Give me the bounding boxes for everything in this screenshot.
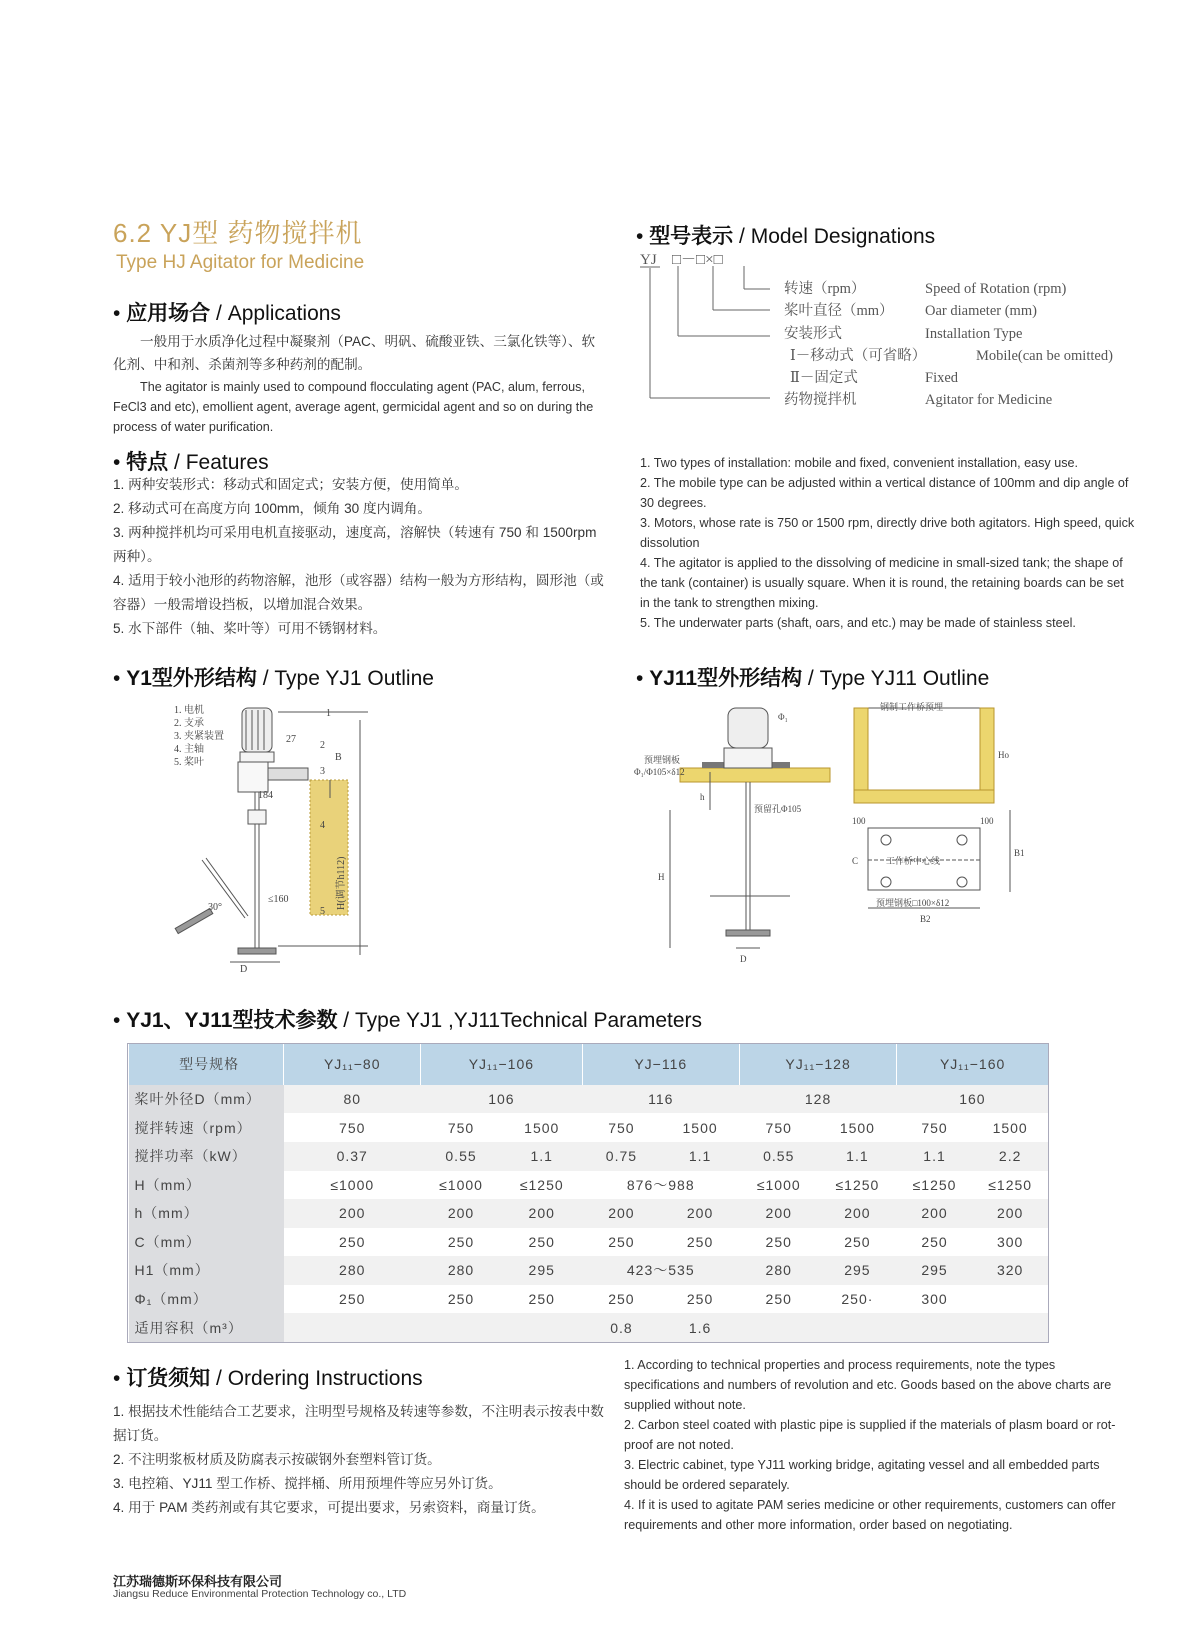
table-row bbox=[129, 1228, 1049, 1257]
table-cell: ≤1250 bbox=[912, 1176, 957, 1193]
model-row-en: Agitator for Medicine bbox=[925, 392, 1053, 408]
table-cell: 876～988 bbox=[626, 1176, 695, 1193]
yj1-part-3: 3 bbox=[320, 766, 325, 777]
table-cell: 200 bbox=[818, 1199, 897, 1228]
features-item-en: 3. Motors, whose rate is 750 or 1500 rpm, directly drive both agitators. High speed, quick dissolution bbox=[640, 516, 1135, 550]
yj11-dim-C: C bbox=[852, 856, 859, 866]
features-list-zh bbox=[113, 473, 608, 641]
footer-company-en: Jiangsu Reduce Environmental Protection Technology co., LTD bbox=[113, 1588, 407, 1600]
table-cell: 250 bbox=[765, 1233, 792, 1250]
table-cell: 116 bbox=[582, 1085, 739, 1114]
footer-company-zh: 江苏瑞德斯环保科技有限公司 bbox=[113, 1574, 283, 1589]
table-header-cell: YJ−116 bbox=[582, 1044, 739, 1085]
yj1-legend-item: 2. 支承 bbox=[174, 718, 204, 729]
table-cell: 1500 bbox=[992, 1119, 1028, 1136]
yj11-motor bbox=[728, 708, 768, 748]
table-cell: 250 bbox=[686, 1291, 714, 1308]
page-subtitle: Type HJ Agitator for Medicine bbox=[116, 252, 365, 273]
yj1-part-2: 2 bbox=[320, 740, 325, 751]
yj1-legend-item: 3. 夹紧装置 bbox=[174, 731, 224, 742]
table-cell: 200 bbox=[739, 1199, 818, 1228]
table-cell: 280 bbox=[421, 1256, 502, 1285]
table-cell: 250 bbox=[921, 1233, 948, 1250]
features-item-en: 2. The mobile type can be adjusted within a vertical distance of 100mm and dip angle of 30 degrees. bbox=[640, 476, 1129, 510]
table-cell: 750 bbox=[339, 1119, 366, 1136]
yj11-dim-B1: B1 bbox=[1014, 848, 1025, 858]
table-cell: ≤1250 bbox=[835, 1176, 880, 1193]
table-header-cell: 型号规格 bbox=[129, 1044, 284, 1085]
ordering-item-zh: 1. 根据技术性能结合工艺要求，注明型号规格及转速等参数，不注明表示按表中数据订货。 bbox=[113, 1404, 604, 1443]
yj1-dim-H: H(调节h112) bbox=[336, 856, 347, 910]
table-cell: 250 bbox=[339, 1233, 366, 1250]
yj11-dim-D: D bbox=[740, 954, 747, 964]
yj11-dim-h: h bbox=[700, 792, 705, 802]
features-item-en: 4. The agitator is applied to the dissolving of medicine in small-sized tank; the shape of the tank (container) is usually square. When it is round, the retaining boards can be set in the tank to strengthen mixing. bbox=[640, 556, 1124, 610]
table-cell: 250 bbox=[528, 1291, 555, 1308]
yj11-outline-heading: • YJ11型外形结构 / Type YJ11 Outline bbox=[636, 667, 990, 690]
table-cell: 0.75 bbox=[582, 1142, 661, 1171]
table-cell: 250 bbox=[686, 1233, 714, 1250]
table-row-label: 搅拌转速（rpm） bbox=[129, 1113, 284, 1142]
yj1-part-5: 5 bbox=[320, 906, 325, 917]
yj1-angle: 30° bbox=[208, 902, 222, 913]
table-row bbox=[129, 1113, 1049, 1142]
ordering-item-zh: 3. 电控箱、YJ11 型工作桥、搅拌桶、所用预埋件等应另外订货。 bbox=[113, 1476, 502, 1491]
model-row-zh: 安装形式 bbox=[784, 326, 842, 342]
yj1-dim-27: 27 bbox=[286, 734, 296, 745]
table-row-label: 适用容积（m³） bbox=[129, 1313, 284, 1342]
table-cell: 250 bbox=[339, 1291, 366, 1308]
table-cell: 250 bbox=[447, 1233, 475, 1250]
table-cell: ≤1000 bbox=[439, 1176, 483, 1193]
table-row bbox=[129, 1199, 1049, 1228]
table-cell: 106 bbox=[421, 1085, 582, 1114]
yj11-bridge-slab bbox=[680, 768, 830, 782]
table-cell: 1500 bbox=[524, 1119, 560, 1136]
model-heading: • 型号表示 / Model Designations bbox=[636, 225, 936, 248]
yj11-bridge-label: 钢制工作桥预埋 bbox=[880, 702, 944, 712]
table-cell: 200 bbox=[897, 1199, 973, 1228]
yj11-outline-drawing bbox=[634, 700, 1060, 990]
table-cell: 0.37 bbox=[284, 1142, 421, 1171]
table-row-label: C（mm） bbox=[129, 1228, 284, 1257]
table-cell: 423～535 bbox=[582, 1256, 739, 1285]
yj1-dim-160: ≤160 bbox=[268, 894, 289, 905]
ordering-item-zh: 4. 用于 PAM 类药剂或有其它要求，可提出要求，另索资料，商量订货。 bbox=[113, 1500, 545, 1515]
ordering-heading: • 订货须知 / Ordering Instructions bbox=[113, 1367, 423, 1390]
ordering-list-en bbox=[624, 1355, 1119, 1535]
table-cell: ≤1000 bbox=[330, 1176, 375, 1193]
yj11-center-label: 工作桥中心线 bbox=[886, 856, 941, 866]
table-cell: 250 bbox=[447, 1291, 475, 1308]
table-cell: 300 bbox=[996, 1233, 1024, 1250]
yj1-legend-item: 1. 电机 bbox=[174, 705, 204, 716]
table-cell: 1500 bbox=[682, 1119, 718, 1136]
yj1-part-1: 1 bbox=[326, 708, 331, 719]
yj1-legend-item: 5. 桨叶 bbox=[174, 757, 204, 768]
yj1-legend-item: 4. 主轴 bbox=[174, 744, 204, 755]
yj11-dim-B2: B2 bbox=[920, 914, 931, 924]
table-cell: 200 bbox=[661, 1199, 740, 1228]
table-cell: 2.2 bbox=[972, 1142, 1048, 1171]
model-row-en: Fixed bbox=[925, 370, 959, 386]
yj1-outline-heading: • Y1型外形结构 / Type YJ1 Outline bbox=[113, 667, 434, 690]
yj1-part-4: 4 bbox=[320, 820, 325, 831]
table-cell: 320 bbox=[972, 1256, 1048, 1285]
table-cell: ≤1250 bbox=[519, 1176, 564, 1193]
table-row-label: 桨叶外径D（mm） bbox=[129, 1085, 284, 1114]
table-cell: 1.6 bbox=[661, 1313, 740, 1342]
table-cell: 250· bbox=[841, 1291, 874, 1308]
table-header-cell: YJ₁₁−128 bbox=[739, 1044, 896, 1085]
table-row-label: H1（mm） bbox=[129, 1256, 284, 1285]
applications-heading: • 应用场合 / Applications bbox=[113, 302, 341, 325]
table-cell: 160 bbox=[897, 1085, 1048, 1114]
model-row-zh: 药物搅拌机 bbox=[784, 392, 857, 408]
yj11-phi1: Φ₁ bbox=[778, 712, 788, 722]
table-cell: ≤1250 bbox=[988, 1176, 1033, 1193]
ordering-item-zh: 2. 不注明浆板材质及防腐表示按碳钢外套塑料管订货。 bbox=[113, 1452, 441, 1467]
model-row-zh: Ⅰ－移动式（可省略） bbox=[790, 348, 927, 364]
table-cell: 295 bbox=[501, 1256, 582, 1285]
model-row-zh: Ⅱ－固定式 bbox=[790, 370, 858, 386]
table-row-label: 搅拌功率（kW） bbox=[129, 1142, 284, 1171]
table-cell: 80 bbox=[284, 1085, 421, 1114]
table-cell: 200 bbox=[501, 1199, 582, 1228]
table-cell: 1500 bbox=[839, 1119, 875, 1136]
applications-text-en: The agitator is mainly used to compound flocculating agent (PAC, alum, ferrous, FeCl3 and etc), emollient agent, average agent, germicidal agent and so on during the process of water purification. bbox=[113, 380, 594, 434]
ordering-item-en: 3. Electric cabinet, type YJ11 working bridge, agitating vessel and all embedded parts should be ordered separately. bbox=[624, 1458, 1100, 1492]
yj11-dim-Ho: Ho bbox=[998, 750, 1009, 760]
tech-heading: • YJ1、YJ11型技术参数 / Type YJ1 ,YJ11Technical Parameters bbox=[113, 1009, 703, 1032]
table-cell: 250 bbox=[765, 1291, 792, 1308]
yj1-dim-184: 184 bbox=[258, 790, 273, 801]
table-cell: 200 bbox=[582, 1199, 661, 1228]
table-cell: 200 bbox=[972, 1199, 1048, 1228]
ordering-list-zh bbox=[113, 1400, 608, 1520]
page-title: 6.2 YJ型 药物搅拌机 bbox=[113, 218, 363, 248]
features-item-en: 5. The underwater parts (shaft, oars, and etc.) may be made of stainless steel. bbox=[640, 616, 1076, 630]
yj11-dim-H: H bbox=[658, 872, 665, 882]
model-row-zh: 转速（rpm） bbox=[784, 281, 866, 297]
model-code: YJ bbox=[640, 252, 657, 268]
table-row bbox=[129, 1313, 1049, 1342]
yj11-plate-dim: Φ₁/Φ105×δ12 bbox=[634, 767, 685, 777]
table-header-row bbox=[129, 1044, 1049, 1085]
table-cell: 250 bbox=[528, 1233, 555, 1250]
model-code-tail: □－□×□ bbox=[672, 252, 723, 268]
features-item-zh: 1. 两种安装形式：移动式和固定式；安装方便，使用简单。 bbox=[113, 477, 468, 492]
yj1-dim-B: B bbox=[335, 752, 342, 763]
table-row bbox=[129, 1171, 1049, 1200]
features-item-zh: 3. 两种搅拌机均可采用电机直接驱动，速度高，溶解快（转速有 750 和 1500rpm 两种）。 bbox=[113, 525, 597, 564]
table-row bbox=[129, 1256, 1049, 1285]
model-designation-diagram bbox=[640, 248, 1140, 418]
table-row bbox=[129, 1085, 1049, 1114]
table-cell: 250 bbox=[608, 1291, 635, 1308]
model-row-en: Speed of Rotation (rpm) bbox=[925, 281, 1067, 297]
table-cell: 0.55 bbox=[739, 1142, 818, 1171]
table-cell: 280 bbox=[739, 1256, 818, 1285]
table-row-label: H（mm） bbox=[129, 1171, 284, 1200]
table-cell: 1.1 bbox=[501, 1142, 582, 1171]
features-list-en bbox=[640, 453, 1135, 633]
table-cell: 280 bbox=[284, 1256, 421, 1285]
table-cell: 750 bbox=[608, 1119, 635, 1136]
yj11-dim-100b: 100 bbox=[980, 816, 994, 826]
table-row-label: h（mm） bbox=[129, 1199, 284, 1228]
features-heading: • 特点 / Features bbox=[113, 451, 269, 474]
table-cell: 750 bbox=[921, 1119, 948, 1136]
yj11-hole-label: 预留孔Φ105 bbox=[754, 804, 802, 814]
yj11-plate-label: 预埋钢板 bbox=[644, 755, 681, 765]
table-row-label: Φ₁（mm） bbox=[129, 1285, 284, 1314]
applications-text-zh: 一般用于水质净化过程中凝聚剂（PAC、明矾、硫酸亚铁、三氯化铁等）、软化剂、中和剂、杀菌剂等多种药剂的配制。 bbox=[113, 334, 596, 372]
table-header-cell: YJ₁₁−160 bbox=[897, 1044, 1048, 1085]
table-cell: 1.1 bbox=[897, 1142, 973, 1171]
yj11-dim-100a: 100 bbox=[852, 816, 866, 826]
model-row-en: Mobile(can be omitted) bbox=[976, 348, 1113, 364]
table-cell: 295 bbox=[818, 1256, 897, 1285]
table-cell: 250 bbox=[844, 1233, 871, 1250]
table-cell: 1.1 bbox=[661, 1142, 740, 1171]
model-row-en: Installation Type bbox=[925, 326, 1023, 342]
table-cell: 1.1 bbox=[818, 1142, 897, 1171]
table-header-cell: YJ₁₁−106 bbox=[421, 1044, 582, 1085]
yj11-plate2-label: 预埋钢板□100×δ12 bbox=[876, 898, 950, 908]
table-header-cell: YJ₁₁−80 bbox=[284, 1044, 421, 1085]
table-cell: ≤1000 bbox=[756, 1176, 801, 1193]
model-row-zh: 桨叶直径（mm） bbox=[784, 303, 894, 319]
table-row bbox=[129, 1285, 1049, 1314]
features-item-zh: 5. 水下部件（轴、桨叶等）可用不锈钢材料。 bbox=[113, 621, 387, 636]
features-item-zh: 2. 移动式可在高度方向 100mm，倾角 30 度内调角。 bbox=[113, 501, 431, 516]
yj1-outline-drawing bbox=[160, 700, 400, 995]
table-cell: 300 bbox=[921, 1291, 948, 1308]
table-row bbox=[129, 1142, 1049, 1171]
table-cell: 200 bbox=[421, 1199, 502, 1228]
ordering-item-en: 2. Carbon steel coated with plastic pipe is supplied if the materials of plasm board or rot-proof are not noted. bbox=[624, 1418, 1116, 1452]
table-cell: 295 bbox=[897, 1256, 973, 1285]
yj1-dim-D: D bbox=[240, 964, 248, 975]
features-item-zh: 4. 适用于较小池形的药物溶解，池形（或容器）结构一般为方形结构，圆形池（或容器）一般需增设挡板，以增加混合效果。 bbox=[113, 573, 604, 612]
table-cell: 250 bbox=[608, 1233, 635, 1250]
table-cell: 200 bbox=[284, 1199, 421, 1228]
table-cell: 0.8 bbox=[582, 1313, 661, 1342]
ordering-item-en: 1. According to technical properties and process requirements, note the types specifications and numbers of revolution and etc. Goods based on the above charts are supplied without note. bbox=[624, 1358, 1112, 1412]
model-row-en: Oar diameter (mm) bbox=[925, 303, 1037, 319]
table-cell: 750 bbox=[447, 1119, 475, 1136]
table-cell: 750 bbox=[765, 1119, 792, 1136]
tech-table bbox=[127, 1043, 1049, 1343]
features-item-en: 1. Two types of installation: mobile and fixed, convenient installation, easy use. bbox=[640, 456, 1079, 470]
table-cell: 0.55 bbox=[421, 1142, 502, 1171]
table-cell: 128 bbox=[739, 1085, 896, 1114]
ordering-item-en: 4. If it is used to agitate PAM series medicine or other requirements, customers can offer requirements and other more information, order based on negotiating. bbox=[624, 1498, 1116, 1532]
